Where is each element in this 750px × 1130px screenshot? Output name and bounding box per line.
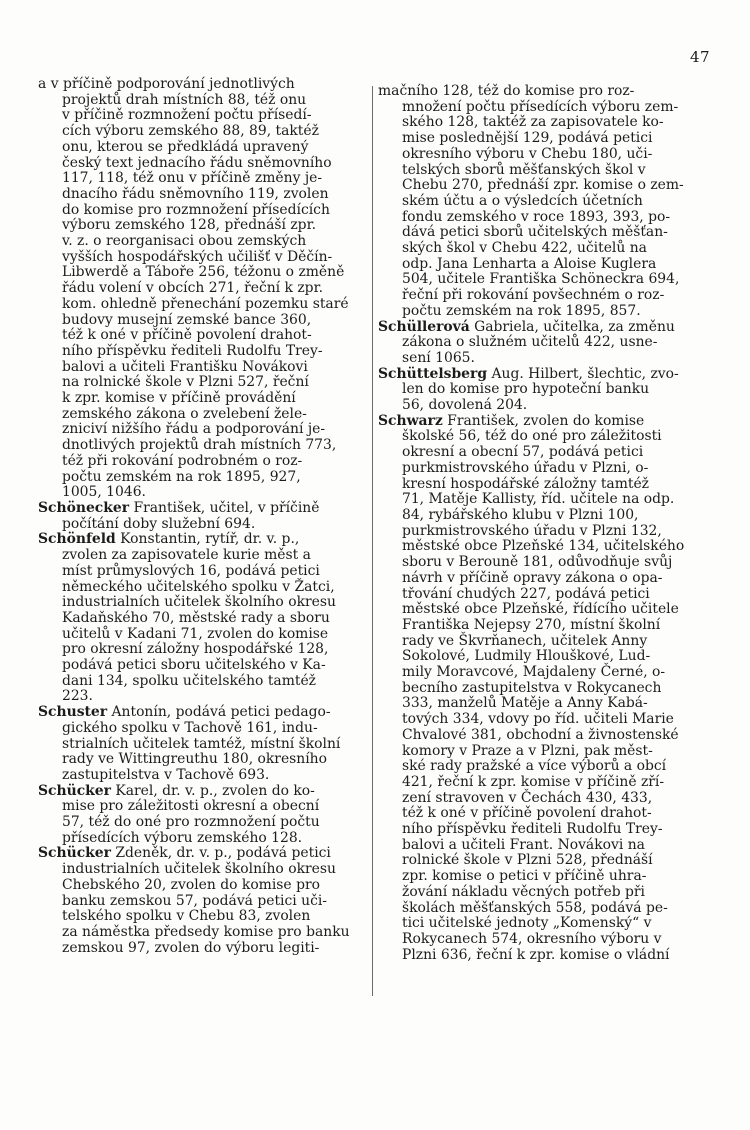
entry-line: Sokolové, Ludmily Hlouškové, Lud- [402, 648, 651, 665]
index-entry [38, 77, 368, 501]
entry-line: školách měšťanských 558, podává pe- [402, 899, 668, 916]
entry-line: kom. ohledně přenechání pozemku staré [62, 295, 349, 312]
entry-line: industrialních učitelek školního okresu [62, 861, 336, 878]
entry-line [38, 846, 368, 862]
entry-line: zemského zákona o zvelebení žele- [62, 405, 307, 422]
entry-line: v příčině rozmnožení počtu přísedí- [62, 107, 312, 124]
entry-line: 71, Matěje Kallisty, říd. učitele na odp. [402, 491, 675, 508]
entry-line: Kadaňského 70, městské rady a sboru [62, 609, 330, 626]
entry-text: Gabriela, učitelka, za změnu [469, 318, 675, 335]
entry-line: okresního výboru v Chebu 180, uči- [402, 145, 653, 162]
entry-line: městské obce Plzeňské 134, učitelského [402, 538, 685, 555]
entry-line: Chebu 270, přednáší zpr. komise o zem- [402, 177, 684, 194]
entry-line: ských škol v Chebu 422, učitelů na [402, 240, 647, 257]
entry-line: dani 134, spolku učitelského tamtéž [62, 672, 316, 689]
entry-line: množení počtu přísedících výboru zem- [402, 98, 679, 115]
entry-line [378, 367, 710, 383]
left-column [38, 77, 368, 956]
entry-text: Karel, dr. v. p., zvolen do ko- [110, 782, 315, 799]
entry-line: německého učitelského spolku v Žatci, [62, 578, 335, 595]
entry-line: telského spolku v Chebu 83, zvolen [62, 908, 311, 925]
entry-line: 223. [62, 688, 93, 705]
entry-line: Plzni 636, řeční k zpr. komise o vládní [402, 946, 670, 963]
entry-line: becního zastupitelstva v Rokycanech [402, 679, 662, 696]
entry-line: Františka Nejepsy 270, místní školní [402, 616, 661, 633]
entry-line: návrh v příčině opravy zákona o opa- [402, 569, 663, 586]
entry-line: školské 56, též do oné pro záležitosti [402, 428, 662, 445]
entry-line: výboru zemského 128, přednáší zpr. [62, 217, 317, 234]
entry-name: Schücker [38, 845, 111, 862]
entry-line: zení stravoven v Čechách 430, 433, [402, 789, 653, 806]
entry-line: přísedících výboru zemského 128. [62, 829, 303, 846]
entry-line: též k oné v příčině povolení drahot- [62, 327, 312, 344]
entry-line: 421, řeční k zpr. komise v příčině zří- [402, 773, 665, 790]
entry-line: 84, rybářského klubu v Plzni 100, [402, 506, 639, 523]
entry-name: Schönecker [38, 499, 130, 516]
entry-line: Rokycanech 574, okresního výboru v [402, 930, 662, 947]
entry-line: sboru v Berouně 181, odůvodňuje svůj [402, 554, 673, 571]
entry-line: telských sborů měšťanských škol v [402, 161, 646, 178]
entry-line: ního příspěvku řediteli Rudolfu Trey- [62, 342, 323, 359]
entry-line: gického spolku v Tachově 161, indu- [62, 719, 318, 736]
entry-line: též při rokování podrobném o roz- [62, 452, 303, 469]
entry-line: zastupitelstva v Tachově 693. [62, 766, 270, 783]
entry-line: zniciví nižšího řádu a podporování je- [62, 421, 326, 438]
entry-line: míst průmyslových 16, podává petici [62, 562, 320, 579]
entry-line: Chvalové 381, obchodní a živnostenské [402, 726, 679, 743]
entry-line: Chebského 20, zvolen do komise pro [62, 876, 320, 893]
entry-line: onu, kterou se předkládá upravený [62, 138, 309, 155]
entry-line: 56, dovolená 204. [402, 397, 528, 414]
entry-line: rady ve Wittingreuthu 180, okresního [62, 751, 327, 768]
entry-line: ského 128, taktéž za zapisovatele ko- [402, 114, 664, 131]
entry-line: rolnické škole v Plzni 528, přednáší [402, 852, 653, 869]
entry-line: ního příspěvku řediteli Rudolfu Trey- [402, 821, 663, 838]
entry-line: dnotlivých projektů drah místních 773, [62, 437, 337, 454]
entry-line: projektů drah místních 88, též onu [62, 91, 307, 108]
entry-line: též k oné v příčině povolení drahot- [402, 805, 652, 822]
entry-line: žování nákladu věcných potřeb při [402, 883, 645, 900]
entry-line: počítání doby služební 694. [62, 515, 256, 532]
entry-line: zemskou 97, zvolen do výboru legiti- [62, 939, 320, 956]
index-entry [378, 84, 710, 320]
entry-line: podává petici sboru učitelského v Ka- [62, 657, 326, 674]
entry-line: budovy musejní zemské bance 360, [62, 311, 312, 328]
entry-text: Aug. Hilbert, šlechtic, zvo- [487, 365, 679, 382]
entry-line: 57, též do oné pro rozmnožení počtu [62, 814, 320, 831]
entry-line: rady ve Škvrňanech, učitelek Anny [402, 632, 648, 649]
right-column [378, 84, 710, 963]
entry-line: fondu zemského v roce 1893, 393, po- [402, 208, 671, 225]
entry-text: František, učitel, v příčině [129, 499, 320, 516]
index-entry [378, 367, 710, 414]
entry-line: odp. Jana Lenharta a Aloise Kuglera [402, 255, 657, 272]
index-entry [378, 414, 710, 964]
entry-line: řeční při rokování povšechném o roz- [402, 287, 665, 304]
entry-line: cích výboru zemského 88, 89, taktéž [62, 123, 319, 140]
entry-name: Schücker [38, 782, 111, 799]
entry-line: purkmistrovského úřadu v Plzni, o- [402, 459, 649, 476]
entry-line: len do komise pro hypoteční banku [402, 381, 650, 398]
entry-line: dnacího řádu sněmovního 119, zvolen [62, 185, 329, 202]
entry-name: Schwarz [378, 412, 443, 429]
entry-line: komory v Praze a v Plzni, pak měst- [402, 742, 653, 759]
entry-name: Schuster [38, 704, 108, 721]
entry-line [38, 501, 368, 517]
entry-line: 504, učitele Františka Schöneckra 694, [402, 271, 680, 288]
entry-line: ském účtu a o výsledcích účetních [402, 192, 643, 209]
entry-line: dává petici sborů učitelských měšťan- [402, 224, 668, 241]
entry-line: do komise pro rozmnožení přísedících [62, 201, 330, 218]
entry-line: kresní hospodářské záložny tamtéž [402, 475, 649, 492]
entry-line: pro okresní záložny hospodářské 128, [62, 641, 329, 658]
entry-line: banku zemskou 57, podává petici uči- [62, 892, 327, 909]
entry-text: Antonín, podává petici pedago- [107, 704, 331, 721]
index-entry [38, 501, 368, 532]
entry-line: purkmistrovského úřadu v Plzni 132, [402, 522, 662, 539]
entry-line: český text jednacího řádu sněmovního [62, 154, 332, 171]
entry-line: řádu volení v obcích 271, řeční k zpr. [62, 280, 324, 297]
entry-line: mačního 128, též do komise pro roz- [378, 83, 635, 99]
entry-line: okresní a obecní 57, podává petici [402, 444, 644, 461]
entry-line [38, 784, 368, 800]
entry-text: Konstantin, rytíř, dr. v. p., [115, 531, 300, 548]
entry-line: Libwerdě a Táboře 256, téžonu o změně [62, 264, 345, 281]
entry-line: sení 1065. [402, 349, 475, 366]
entry-text: František, zvolen do komise [442, 412, 645, 429]
index-entry [38, 705, 368, 784]
entry-line: zvolen za zapisovatele kurie měst a [62, 547, 311, 564]
entry-line [38, 705, 368, 721]
entry-line: 333, manželů Matěje a Anny Kabá- [402, 695, 648, 712]
entry-line: vyšších hospodářských učilišť v Děčín- [62, 248, 333, 265]
entry-name: Schönfeld [38, 531, 116, 548]
index-entry [378, 320, 710, 367]
entry-line: počtu zemském na rok 1895, 857. [402, 302, 641, 319]
entry-line: městské obce Plzeňské, řídícího učitele [402, 601, 679, 618]
entry-line: mily Moravcové, Majdaleny Černé, o- [402, 664, 666, 681]
entry-text: Zdeněk, dr. v. p., podává petici [110, 845, 331, 862]
entry-line: v. z. o reorganisaci obou zemských [62, 233, 307, 250]
entry-line: 117, 118, též onu v příčině změny je- [62, 170, 323, 187]
page-number: 47 [690, 48, 711, 66]
entry-line: zákona o služném učitelů 422, usne- [402, 334, 658, 351]
index-entry [38, 846, 368, 956]
index-entry [38, 784, 368, 847]
entry-line: balovi a učiteli Frant. Novákovi na [402, 836, 645, 853]
entry-name: Schüttelsberg [378, 365, 488, 382]
entry-line: zpr. komise o petici v příčině uhra- [402, 868, 647, 885]
entry-line: tových 334, vdovy po říd. učiteli Marie [402, 711, 674, 728]
entry-line: k zpr. komise v příčině provádění [62, 390, 296, 407]
entry-line: 1005, 1046. [62, 484, 146, 501]
entry-line: třování chudých 227, podává petici [402, 585, 650, 602]
entry-line: strialních učitelek tamtéž, místní školní [62, 735, 341, 752]
entry-line: počtu zemském na rok 1895, 927, [62, 468, 301, 485]
entry-line: a v příčině podporování jednotlivých [38, 76, 295, 92]
entry-line: mise poslednější 129, podává petici [402, 130, 653, 147]
entry-line: balovi a učiteli Františku Novákovi [62, 358, 308, 375]
entry-line: ské rady pražské a více výborů a obcí [402, 758, 667, 775]
entry-line: mise pro záležitosti okresní a obecní [62, 798, 320, 815]
entry-line [378, 320, 710, 336]
entry-name: Schüllerová [378, 318, 470, 335]
index-entry [38, 532, 368, 705]
entry-line [38, 532, 368, 548]
entry-line: tici učitelské jednoty „Komenský“ v [402, 915, 652, 932]
entry-line: za náměstka předsedy komise pro banku [62, 923, 350, 940]
entry-line: na rolnické škole v Plzni 527, řeční [62, 374, 309, 391]
entry-line: učitelů v Kadani 71, zvolen do komise [62, 625, 329, 642]
entry-line: industrialních učitelek školního okresu [62, 594, 336, 611]
column-divider [372, 86, 373, 996]
